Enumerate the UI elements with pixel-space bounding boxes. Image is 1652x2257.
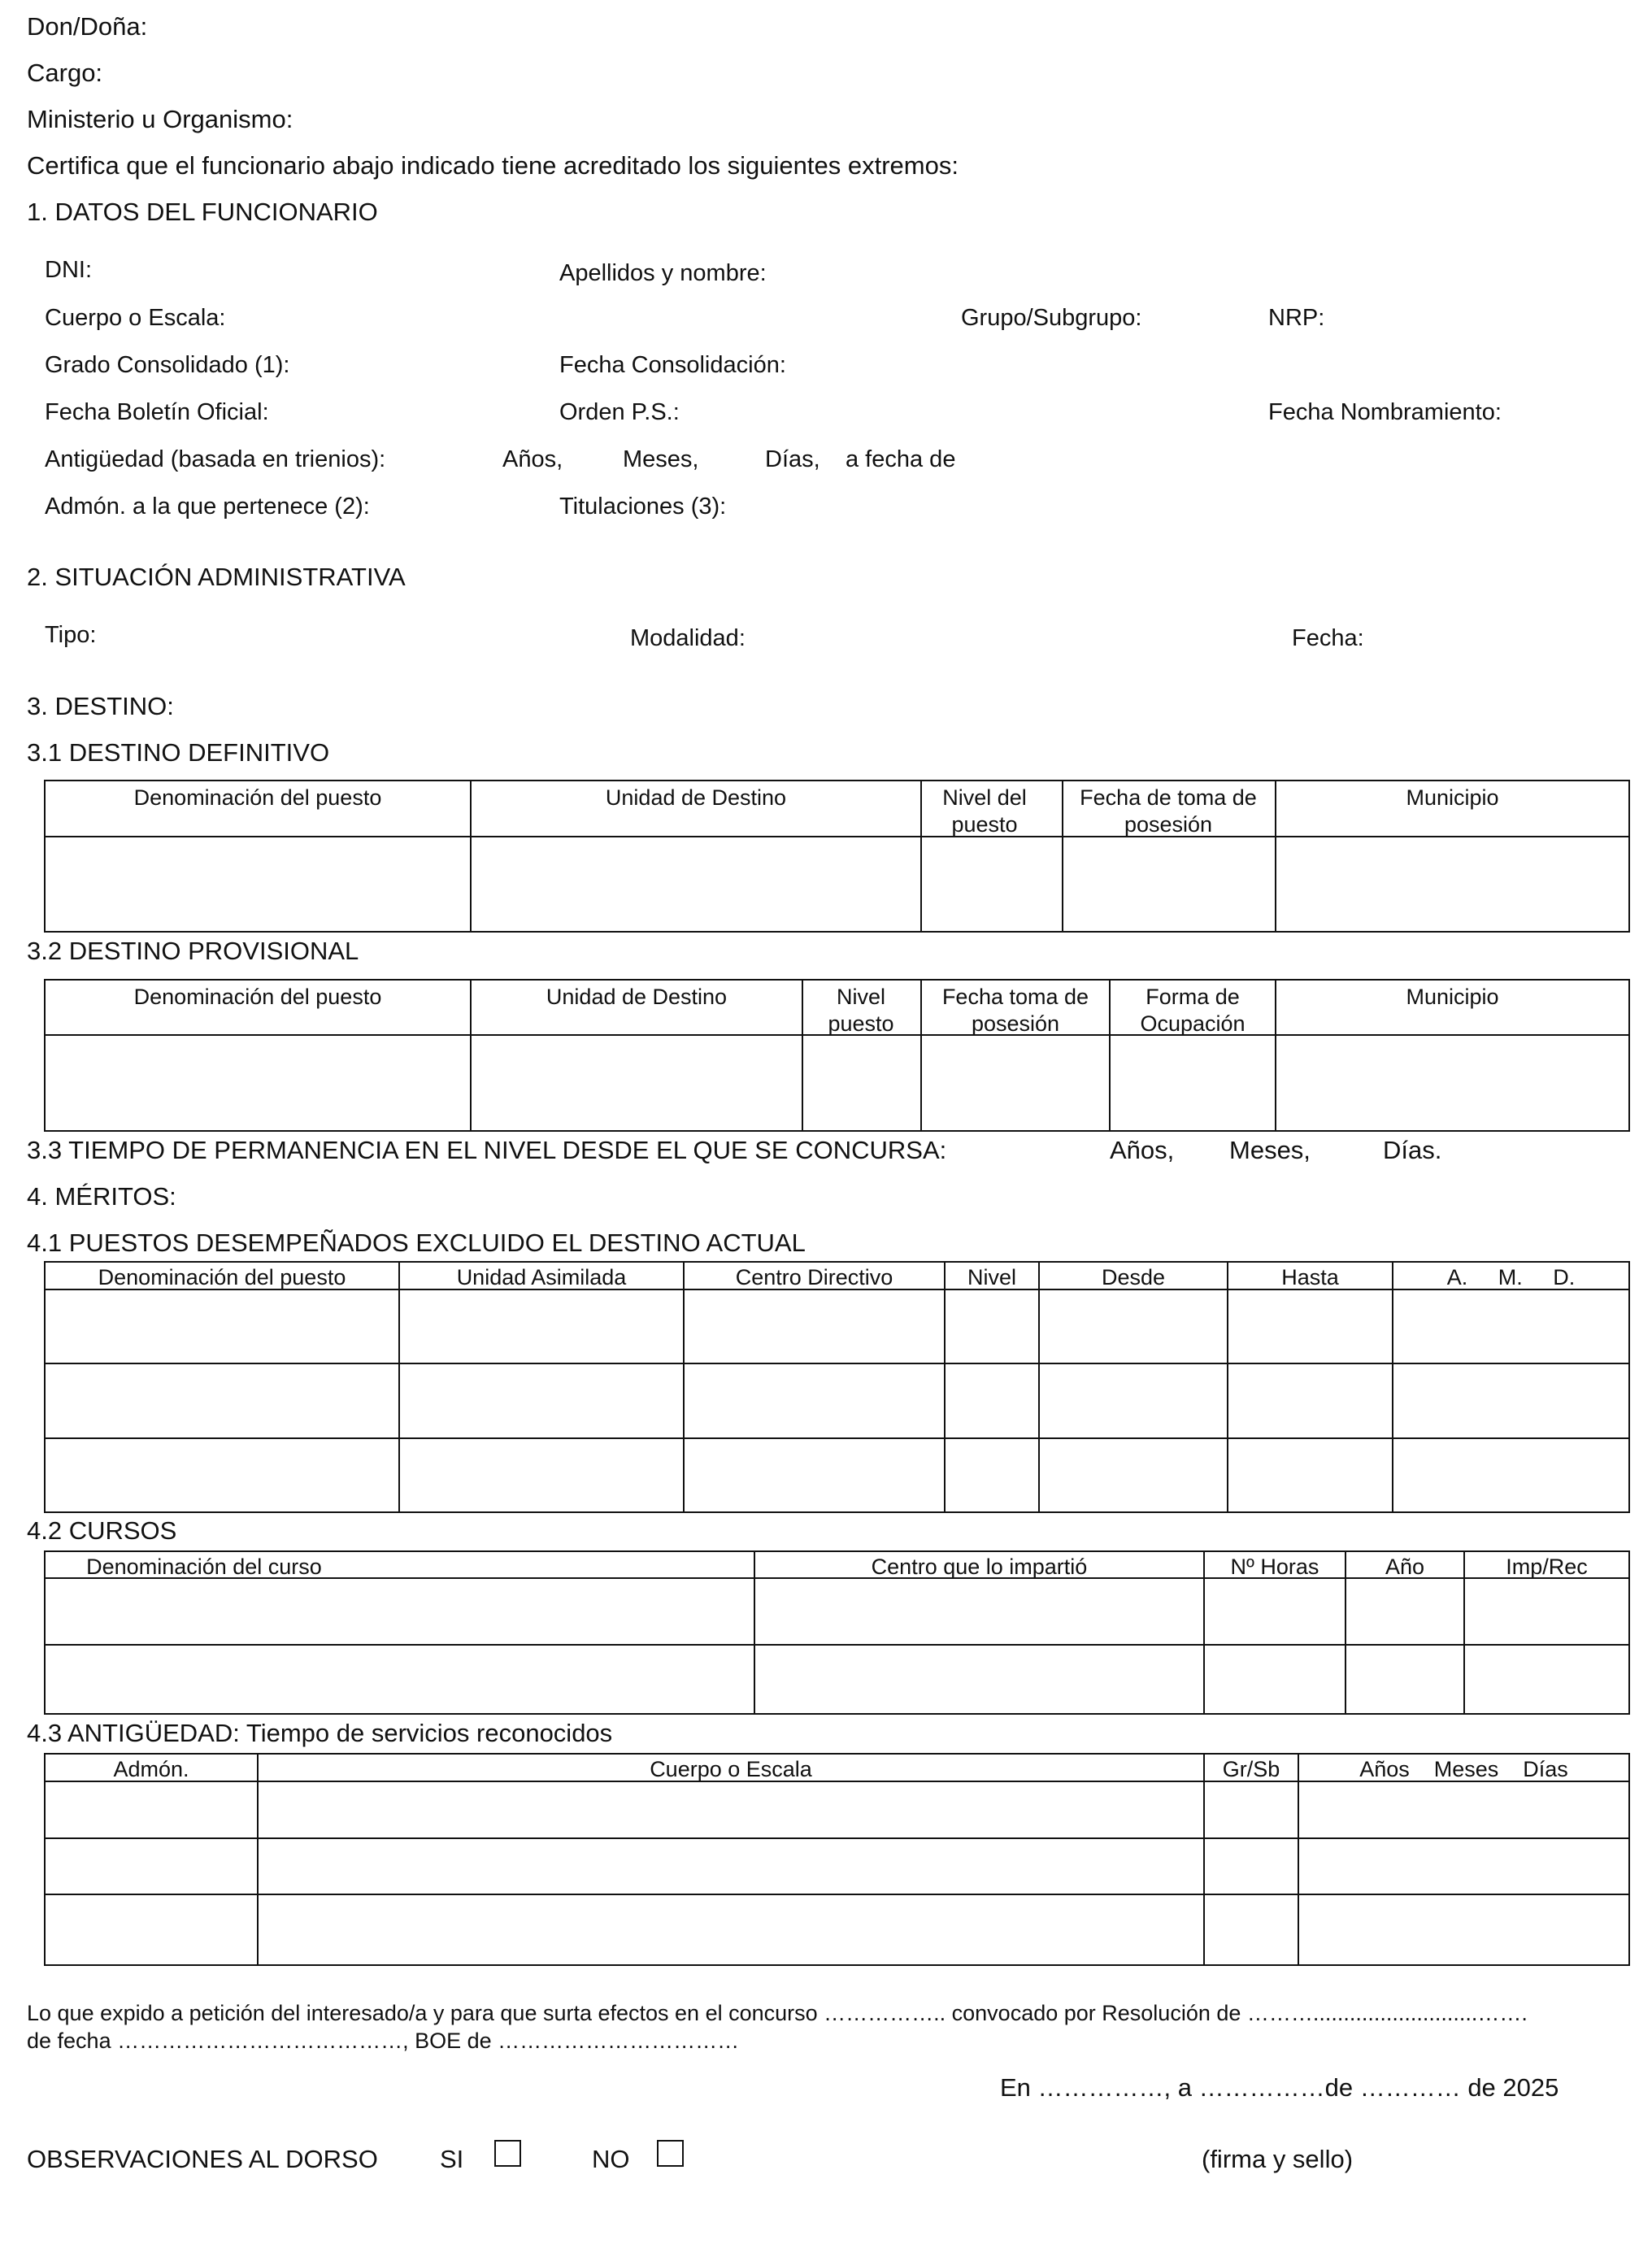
- table-header: Años Meses Días: [1359, 1757, 1568, 1781]
- section-4-2-title: 4.2 CURSOS: [27, 1516, 177, 1545]
- permanencia-meses: Meses,: [1229, 1136, 1311, 1164]
- section-4-3-title: 4.3 ANTIGÜEDAD: Tiempo de servicios reconocidos: [27, 1719, 613, 1747]
- ministerio-label: Ministerio u Organismo:: [27, 105, 293, 133]
- grado-label: Grado Consolidado (1):: [45, 352, 290, 378]
- section-3-2-title: 3.2 DESTINO PROVISIONAL: [27, 937, 359, 965]
- section-4-title: 4. MÉRITOS:: [27, 1182, 176, 1211]
- table-header: Centro que lo impartió: [871, 1555, 1088, 1579]
- dni-label: DNI:: [45, 257, 92, 283]
- grupo-subgrupo-label: Grupo/Subgrupo:: [961, 305, 1142, 331]
- fecha-consolidacion-label: Fecha Consolidación:: [559, 352, 786, 378]
- table-header: Cuerpo o Escala: [650, 1757, 812, 1781]
- section-3-title: 3. DESTINO:: [27, 692, 174, 720]
- titulaciones-label: Titulaciones (3):: [559, 494, 727, 520]
- tipo-label: Tipo:: [45, 622, 97, 648]
- table-header: Unidad de Destino: [605, 785, 787, 810]
- table-header: Nivel puesto: [828, 985, 894, 1036]
- table-header: A. M. D.: [1446, 1265, 1576, 1289]
- nrp-label: NRP:: [1268, 305, 1325, 331]
- certifica-text: Certifica que el funcionario abajo indicado tiene acreditado los siguientes extremos:: [27, 151, 959, 180]
- table-header: Denominación del puesto: [133, 785, 382, 810]
- permanencia-anos: Años,: [1110, 1136, 1175, 1164]
- table-header: Forma de Ocupación: [1140, 985, 1246, 1036]
- apellidos-label: Apellidos y nombre:: [559, 260, 767, 286]
- table-header: Municipio: [1406, 985, 1499, 1009]
- table-header: Fecha de toma de posesión: [1080, 785, 1257, 837]
- table-header: Desde: [1101, 1265, 1166, 1289]
- antiguedad-dias: Días,: [765, 446, 820, 472]
- table-header: Denominación del puesto: [133, 985, 382, 1009]
- don-dona-label: Don/Doña:: [27, 12, 148, 41]
- no-checkbox[interactable]: [657, 2140, 684, 2167]
- section-3-3-title: 3.3 TIEMPO DE PERMANENCIA EN EL NIVEL DESDE EL QUE SE CONCURSA:: [27, 1136, 947, 1164]
- firma-sello-label: (firma y sello): [1202, 2145, 1354, 2173]
- no-label: NO: [592, 2145, 630, 2173]
- orden-ps-label: Orden P.S.:: [559, 399, 680, 425]
- antiguedad-meses: Meses,: [623, 446, 699, 472]
- table-header: Unidad Asimilada: [456, 1265, 627, 1289]
- expido-text-line-1: Lo que expido a petición del interesado/a y para que surta efectos en el concurso …………….. convocado por Resolución de ………...........................…….: [27, 2001, 1528, 2025]
- modalidad-label: Modalidad:: [630, 625, 746, 651]
- table-header: Municipio: [1406, 785, 1499, 810]
- admon-label: Admón. a la que pertenece (2):: [45, 494, 370, 520]
- table-header: Unidad de Destino: [546, 985, 728, 1009]
- fecha-label: Fecha:: [1292, 625, 1364, 651]
- table-header: Denominación del puesto: [98, 1265, 346, 1289]
- table-header: Denominación del curso: [86, 1555, 322, 1579]
- section-1-title: 1. DATOS DEL FUNCIONARIO: [27, 198, 378, 226]
- table-header: Hasta: [1281, 1265, 1339, 1289]
- antiguedad-label: Antigüedad (basada en trienios):: [45, 446, 386, 472]
- cargo-label: Cargo:: [27, 59, 103, 87]
- table-header: Gr/Sb: [1222, 1757, 1280, 1781]
- antiguedad-a-fecha: a fecha de: [846, 446, 956, 472]
- fecha-nombramiento-label: Fecha Nombramiento:: [1268, 399, 1502, 425]
- table-header: Nivel del puesto: [942, 785, 1027, 837]
- si-label: SI: [440, 2145, 464, 2173]
- table-header: Nº Horas: [1230, 1555, 1319, 1579]
- table-header: Admón.: [113, 1757, 189, 1781]
- expido-text-line-2: de fecha …………………………………, BOE de ……………………………: [27, 2029, 740, 2053]
- table-header: Imp/Rec: [1506, 1555, 1588, 1579]
- lugar-fecha-line: En ……………, a ……………de ………… de 2025: [1000, 2073, 1559, 2102]
- si-checkbox[interactable]: [494, 2140, 521, 2167]
- section-2-title: 2. SITUACIÓN ADMINISTRATIVA: [27, 563, 406, 591]
- table-header: Fecha toma de posesión: [941, 985, 1089, 1036]
- section-4-1-title: 4.1 PUESTOS DESEMPEÑADOS EXCLUIDO EL DESTINO ACTUAL: [27, 1229, 806, 1257]
- table-header: Centro Directivo: [735, 1265, 893, 1289]
- section-3-1-title: 3.1 DESTINO DEFINITIVO: [27, 738, 330, 767]
- antiguedad-anos: Años,: [502, 446, 563, 472]
- cuerpo-escala-label: Cuerpo o Escala:: [45, 305, 226, 331]
- table-header: Año: [1385, 1555, 1425, 1579]
- permanencia-dias: Días.: [1383, 1136, 1442, 1164]
- table-header: Nivel: [967, 1265, 1016, 1289]
- observaciones-label: OBSERVACIONES AL DORSO: [27, 2145, 378, 2173]
- fecha-boletin-label: Fecha Boletín Oficial:: [45, 399, 269, 425]
